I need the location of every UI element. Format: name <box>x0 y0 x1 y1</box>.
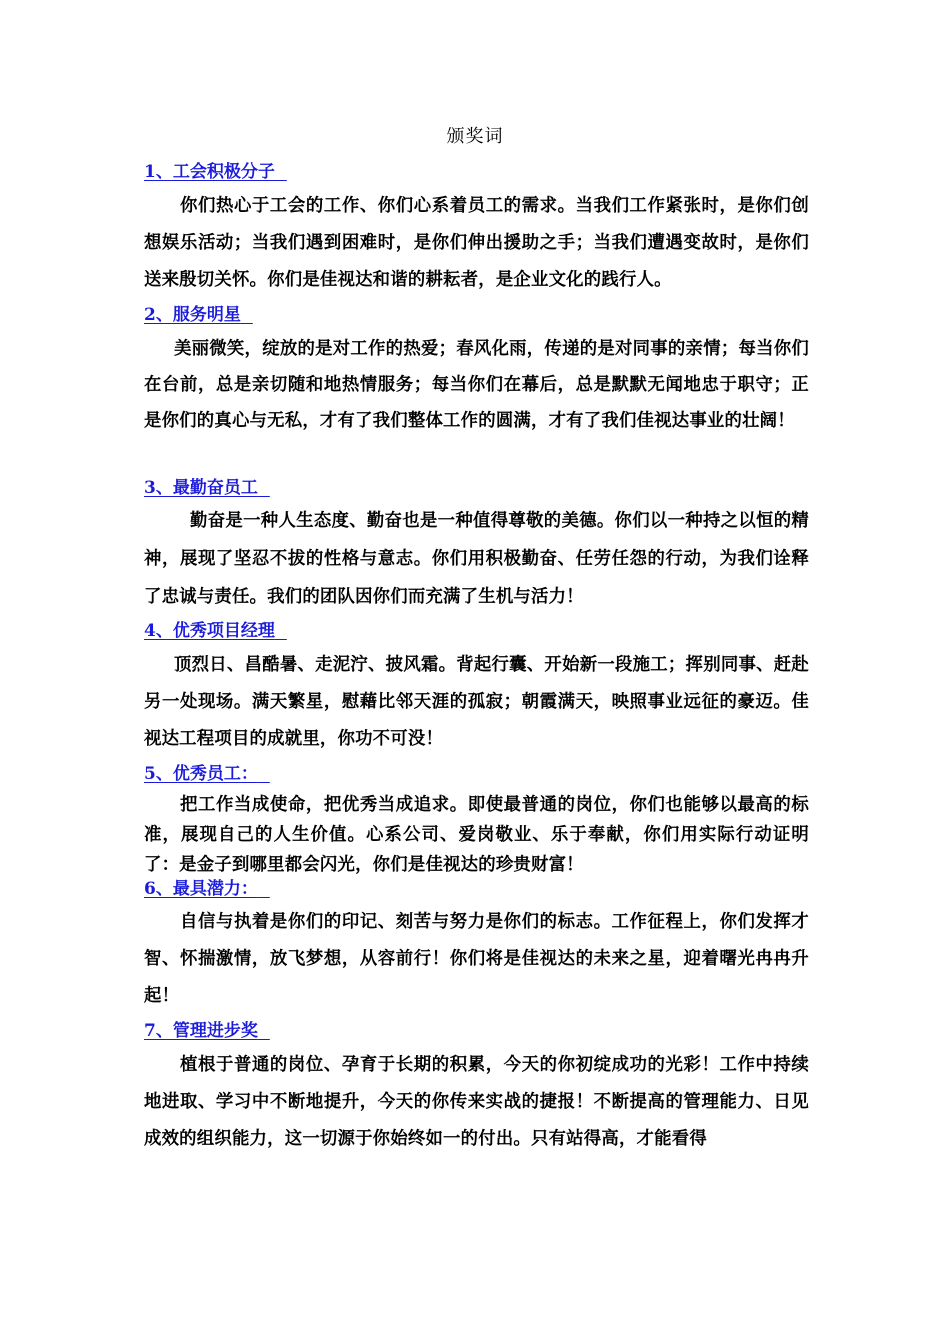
section-heading-4[interactable]: 4、优秀项目经理 <box>144 621 275 641</box>
section-heading-5[interactable]: 5、优秀员工： <box>144 764 258 784</box>
section-text-2: 美丽微笑，绽放的是对工作的热爱；春风化雨，传递的是对同事的亲情；每当你们在台前，总是亲切随和地热情服务；每当你们在幕后，总是默默无闻地忠于职守；正是你们的真心与无私，才有了我们整体工作的圆满，才有了我们佳视达事业的壮阔！ <box>144 339 809 431</box>
section-text-1: 你们热心于工会的工作、你们心系着员工的需求。当我们工作紧张时，是你们创想娱乐活动；当我们遇到困难时，是你们伸出援助之手；当我们遭遇变故时，是你们送来殷切关怀。你们是佳视达和谐的耕耘者，是企业文化的践行人。 <box>144 196 809 290</box>
section-heading-7[interactable]: 7、管理进步奖 <box>144 1021 258 1041</box>
section-text-3: 勤奋是一种人生态度、勤奋也是一种值得尊敬的美德。你们以一种持之以恒的精神，展现了坚忍不拔的性格与意志。你们用积极勤奋、任劳任怨的行动，为我们诠释了忠诚与责任。我们的团队因你们而充满了生机与活力！ <box>144 511 809 607</box>
section-heading-1[interactable]: 1、工会积极分子 <box>144 162 275 182</box>
section-heading-3[interactable]: 3、最勤奋员工 <box>144 478 258 498</box>
section-text-7: 植根于普通的岗位、孕育于长期的积累，今天的你初绽成功的光彩！工作中持续地进取、学习中不断地提升，今天的你传来实战的捷报！不断提高的管理能力、日见成效的组织能力，这一切源于你始终如一的付出。只有站得高，才能看得 <box>144 1055 809 1149</box>
document-title: 颁奖词 <box>446 126 504 147</box>
section-heading-6[interactable]: 6、最具潜力： <box>144 879 258 899</box>
section-text-4: 顶烈日、昌酷暑、走泥泞、披风霜。背起行囊、开始新一段施工；挥别同事、赶赴另一处现场。满天繁星，慰藉比邻天涯的孤寂；朝霞满天，映照事业远征的豪迈。佳视达工程项目的成就里，你功不可没！ <box>144 655 809 749</box>
section-text-5: 把工作当成使命，把优秀当成追求。即使最普通的岗位，你们也能够以最高的标准，展现自己的人生价值。心系公司、爱岗敬业、乐于奉献，你们用实际行动证明了：是金子到哪里都会闪光，你们是佳视达的珍贵财富！ <box>144 795 809 875</box>
section-text-6: 自信与执着是你们的印记、刻苦与努力是你们的标志。工作征程上，你们发挥才智、怀揣激情，放飞梦想，从容前行！你们将是佳视达的未来之星，迎着曙光冉冉升起！ <box>144 912 809 1006</box>
section-heading-2[interactable]: 2、服务明星 <box>144 305 241 325</box>
